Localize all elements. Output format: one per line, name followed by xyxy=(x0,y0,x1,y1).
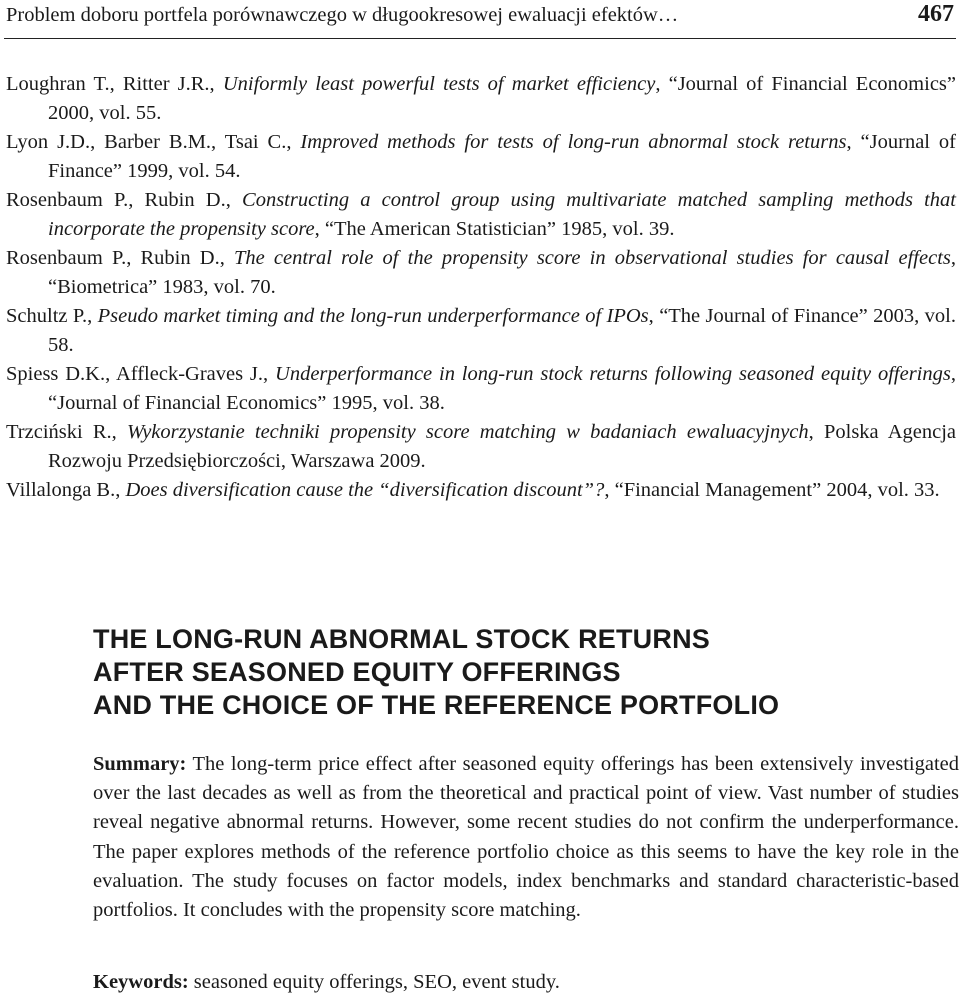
article-title xyxy=(93,623,953,722)
reference-authors: Trzciński R., xyxy=(6,421,128,443)
article-title-line: AFTER SEASONED EQUITY OFFERINGS xyxy=(93,657,621,687)
reference-item xyxy=(6,244,956,301)
reference-item xyxy=(6,476,956,505)
reference-authors: Spiess D.K., Affleck-Graves J., xyxy=(6,363,276,385)
reference-authors: Villalonga B., xyxy=(6,479,126,501)
reference-source: , “Journal of Financial Economics” 1995, vol. 38. xyxy=(48,363,956,414)
reference-authors: Schultz P., xyxy=(6,305,98,327)
reference-source: , “Biometrica” 1983, vol. 70. xyxy=(48,247,956,298)
reference-item xyxy=(6,70,956,127)
reference-item xyxy=(6,128,956,185)
keywords-text: seasoned equity offerings, SEO, event study. xyxy=(188,971,560,993)
reference-source: , “The American Statistician” 1985, vol. 39. xyxy=(314,217,675,240)
reference-item xyxy=(6,360,956,417)
summary-paragraph xyxy=(93,750,959,925)
reference-title: Pseudo market timing and the long-run underperformance of IPOs xyxy=(97,305,649,327)
reference-source: , “Financial Management” 2004, vol. 33. xyxy=(604,479,940,501)
running-header xyxy=(4,0,956,39)
summary-text: The long-term price effect after seasoned equity offerings has been extensively investigated over the last decades as well as from the theoretical and practical point of view. Vast number of studies reveal negative abnormal returns. However, some recent studies do not confirm the underperformance. The paper explores methods of the reference portfolio choice as this seems to have the key role in the evaluation. The study focuses on factor models, index benchmarks and standard characteristic-based portfolios. It concludes with the propensity score matching. xyxy=(93,753,959,922)
reference-title: Underperformance in long-run stock returns following seasoned equity offerings xyxy=(275,363,951,385)
reference-authors: Lyon J.D., Barber B.M., Tsai C., xyxy=(6,131,301,153)
reference-authors: Loughran T., Ritter J.R., xyxy=(6,73,223,95)
article-title-line: THE LONG-RUN ABNORMAL STOCK RETURNS xyxy=(93,624,710,654)
reference-title: The central role of the propensity score in observational studies for causal effects xyxy=(234,247,951,269)
reference-item xyxy=(6,186,956,243)
keywords-label: Keywords: xyxy=(93,971,189,993)
reference-source: , “Journal of Financial Economics” 2000, vol. 55. xyxy=(48,73,956,124)
summary-label: Summary: xyxy=(93,753,187,775)
reference-title: Wykorzystanie techniki propensity score matching w badaniach ewaluacyjnych xyxy=(127,421,809,443)
reference-title: Improved methods for tests of long-run abnormal stock returns xyxy=(300,131,847,153)
reference-title: Does diversification cause the “diversification discount”? xyxy=(125,479,605,501)
reference-source: , “Journal of Finance” 1999, vol. 54. xyxy=(48,131,957,182)
article-title-line: AND THE CHOICE OF THE REFERENCE PORTFOLIO xyxy=(93,690,780,720)
reference-item xyxy=(6,418,956,475)
reference-source: , Polska Agencja Rozwoju Przedsiębiorczości, Warszawa 2009. xyxy=(48,421,957,472)
running-title: Problem doboru portfela porównawczego w długookresowej ewaluacji efektów… xyxy=(6,4,679,26)
reference-title: Uniformly least powerful tests of market efficiency xyxy=(222,73,656,95)
reference-item xyxy=(6,302,956,359)
reference-authors: Rosenbaum P., Rubin D., xyxy=(6,189,243,211)
reference-title: Constructing a control group using multivariate matched sampling methods that incorporate the propensity score xyxy=(48,189,956,240)
keywords-line xyxy=(93,968,959,997)
reference-authors: Rosenbaum P., Rubin D., xyxy=(6,247,234,269)
reference-list xyxy=(6,70,956,506)
page-number: 467 xyxy=(918,1,954,27)
reference-source: , “The Journal of Finance” 2003, vol. 58. xyxy=(48,305,956,356)
